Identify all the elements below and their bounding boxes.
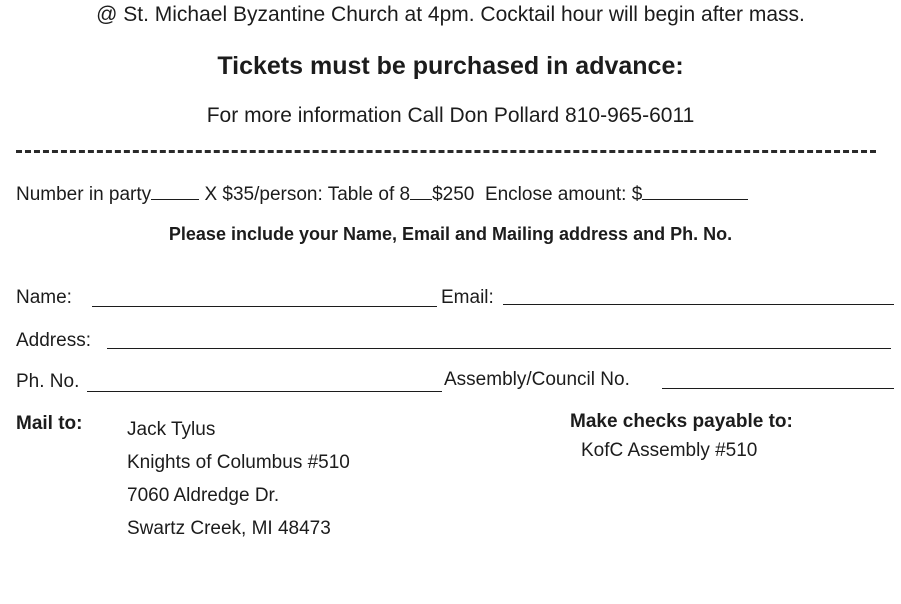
mail-city-state-zip: Swartz Creek, MI 48473 [127, 518, 331, 539]
party-order-line [16, 181, 748, 206]
mail-recipient: Jack Tylus [127, 419, 216, 440]
mail-organization: Knights of Columbus #510 [127, 452, 350, 473]
mail-street: 7060 Aldredge Dr. [127, 485, 280, 506]
name-label: Name: [16, 287, 72, 308]
mail-address [127, 413, 350, 545]
instructions: Please include your Name, Email and Mailing address and Ph. No. [168, 224, 733, 244]
table-count-field[interactable] [410, 181, 432, 200]
name-field[interactable] [92, 306, 437, 307]
event-line: @ St. Michael Byzantine Church at 4pm. Cocktail hour will begin after mass. [96, 3, 805, 26]
email-field[interactable] [503, 304, 894, 305]
assembly-field[interactable] [662, 388, 894, 389]
enclose-label: Enclose amount: $ [484, 184, 643, 205]
enclose-amount-field[interactable] [642, 181, 748, 200]
email-label: Email: [441, 287, 494, 308]
phone-label: Ph. No. [16, 371, 80, 392]
checks-payable-label: Make checks payable to: [570, 411, 793, 432]
address-label: Address: [16, 330, 91, 351]
assembly-label: Assembly/Council No. [444, 369, 630, 390]
address-field[interactable] [107, 348, 891, 349]
party-label: Number in party [16, 184, 152, 205]
table-price: $250 [432, 184, 475, 205]
party-count-field[interactable] [151, 181, 199, 200]
mail-to-label: Mail to: [16, 413, 83, 434]
cut-line-divider [16, 150, 876, 153]
phone-field[interactable] [87, 391, 442, 392]
contact-info: For more information Call Don Pollard 810-965-6011 [206, 104, 695, 127]
page-title: Tickets must be purchased in advance: [217, 52, 684, 80]
price-text: X $35/person: Table of 8 [204, 184, 411, 205]
checks-payee: KofC Assembly #510 [581, 440, 758, 461]
